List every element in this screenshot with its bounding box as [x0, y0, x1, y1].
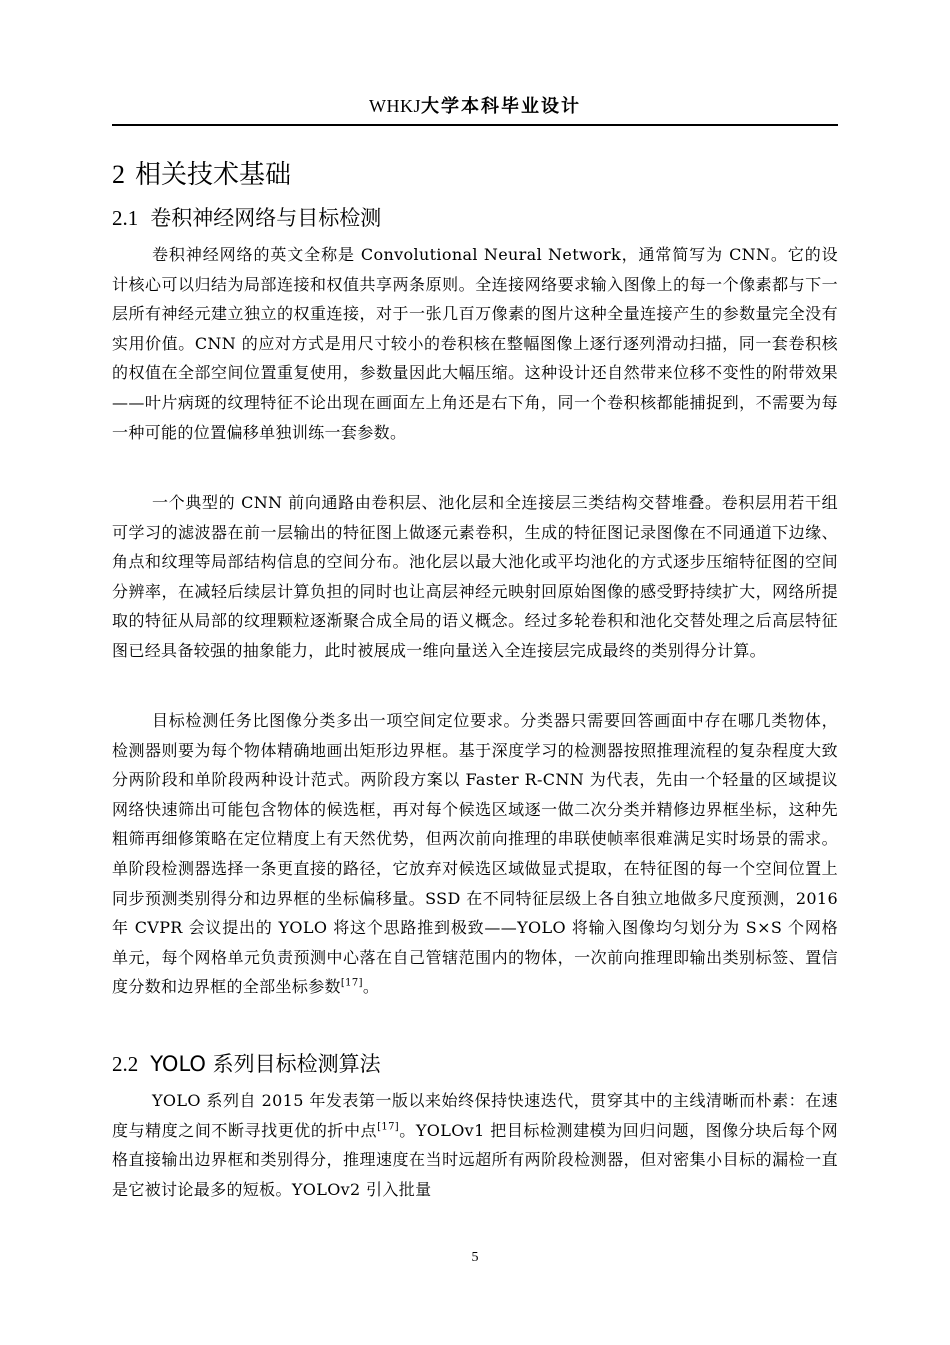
paragraph-text: 目标检测任务比图像分类多出一项空间定位要求。分类器只需要回答画面中存在哪几类物体，检测器则要为每个物体精确地画出矩形边界框。基于深度学习的检测器按照推理流程的复杂程度大致分两阶段和单阶段两种设计范式。两阶段方案以 Faster R-CNN 为代表，先由一个轻量的区域提议网络快速筛出可能包含物体的候选框，再对每个候选区域逐一做二次分类并精修边界框坐标，这种先粗筛再细修策略在定位精度上有天然优势，但两次前向推理的串联使帧率很难满足实时场景的需求。单阶段检测器选择一条更直接的路径，它放弃对候选区域做显式提取，在特征图的每一个空间位置上同步预测类别得分和边界框的坐标偏移量。SSD 在不同特征层级上各自独立地做多尺度预测，2016 年 CVPR 会议提出的 YOLO 将这个思路推到极致——YOLO 将输入图像均匀划分为 S×S 个网格单元，每个网格单元负责预测中心落在自己管辖范围内的物体，一次前向推理即输出类别标签、置信度分数和边界框的全部坐标参数 — [112, 711, 838, 997]
section-title: 卷积神经网络与目标检测 — [150, 206, 382, 230]
chapter-title: 相关技术基础 — [135, 160, 292, 190]
citation: [17] — [377, 1121, 400, 1133]
paragraph-text: YOLO 系列自 2015 年发表第一版以来始终保持快速迭代，贯穿其中的主线清晰而朴素：在速度与精度之间不断寻找更优的折中点 — [112, 1091, 838, 1140]
body-paragraph — [112, 706, 838, 1002]
paragraph-tail: 。 — [362, 977, 380, 997]
header-title: 大学本科毕业设计 — [421, 96, 581, 117]
section-number: 2.2 — [112, 1052, 139, 1076]
page-number: 5 — [471, 1250, 479, 1265]
header-rule — [112, 124, 838, 126]
paragraph-text: 卷积神经网络的英文全称是 Convolutional Neural Network，通常简写为 CNN。它的设计核心可以归结为局部连接和权值共享两条原则。全连接网络要求输入图像上的每一个像素都与下一层所有神经元建立独立的权重连接，对于一张几百万像素的图片这种全量连接产生的参数量完全没有实用价值。CNN 的应对方式是用尺寸较小的卷积核在整幅图像上逐行逐列滑动扫描，同一套卷积核的权值在全部空间位置重复使用，参数量因此大幅压缩。这种设计还自然带来位移不变性的附带效果——叶片病斑的纹理特征不论出现在画面左上角还是右下角，同一个卷积核都能捕捉到，不需要为每一种可能的位置偏移单独训练一套参数。 — [112, 245, 838, 442]
body-paragraph — [112, 1086, 838, 1204]
section-title: YOLO 系列目标检测算法 — [150, 1052, 381, 1076]
body-paragraph — [112, 240, 838, 447]
section-number: 2.1 — [112, 206, 139, 230]
paragraph-text: 一个典型的 CNN 前向通路由卷积层、池化层和全连接层三类结构交替堆叠。卷积层用若干组可学习的滤波器在前一层输出的特征图上做逐元素卷积，生成的特征图记录图像在不同通道下边缘、角点和纹理等局部结构信息的空间分布。池化层以最大池化或平均池化的方式逐步压缩特征图的空间分辨率，在减轻后续层计算负担的同时也让高层神经元映射回原始图像的感受野持续扩大，网络所提取的特征从局部的纹理颗粒逐渐聚合成全局的语义概念。经过多轮卷积和池化交替处理之后高层特征图已经具备较强的抽象能力，此时被展成一维向量送入全连接层完成最终的类别得分计算。 — [112, 493, 838, 660]
chapter-heading — [112, 157, 838, 193]
body-paragraph — [112, 488, 838, 666]
running-header — [112, 94, 838, 119]
section-heading-2-1 — [112, 203, 838, 233]
header-prefix: WHKJ — [369, 96, 421, 116]
section-heading-2-2 — [112, 1049, 838, 1079]
paragraph-tail: 。YOLOv1 把目标检测建模为回归问题，图像分块后每个网格直接输出边界框和类别得分，推理速度在当时远超所有两阶段检测器，但对密集小目标的漏检一直是它被讨论最多的短板。YOLOv2 引入批量 — [112, 1120, 838, 1199]
citation: [17] — [340, 978, 363, 990]
chapter-number: 2 — [112, 160, 125, 189]
